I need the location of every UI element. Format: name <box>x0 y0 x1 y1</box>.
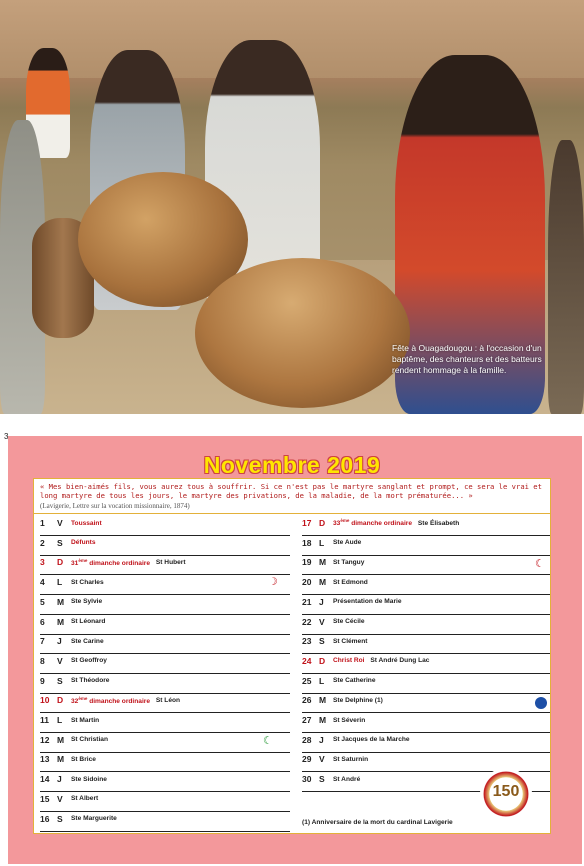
calendar-day-row <box>302 694 383 706</box>
calendar-sheet <box>33 478 551 834</box>
day-letter: L <box>319 537 325 548</box>
day-number: 16 <box>40 813 50 824</box>
day-letter: D <box>57 557 64 568</box>
day-letter: M <box>57 616 65 627</box>
day-letter: S <box>57 813 63 824</box>
photo-caption: Fête à Ouagadougou : à l'occasion d'un baptême, des chanteurs et des batteurs rendent hommage à la famille. <box>392 343 542 375</box>
day-letter: J <box>57 636 62 647</box>
day-letter: V <box>57 518 63 528</box>
day-letter: D <box>319 518 326 528</box>
day-saint: St Hubert <box>155 558 186 566</box>
calendar-day-row <box>40 537 96 549</box>
day-feast: St Martin <box>71 716 100 724</box>
calendar-day-row <box>40 734 108 746</box>
day-number: 2 <box>40 537 45 548</box>
day-letter: S <box>57 537 63 548</box>
day-feast: St Jacques de la Marche <box>333 736 410 744</box>
calendar-day-row <box>40 517 102 529</box>
day-number: 3 <box>40 557 45 568</box>
moon-full-icon <box>535 697 547 709</box>
calendar-day-row <box>302 714 365 726</box>
day-letter: J <box>319 596 324 607</box>
day-feast: Ste Aude <box>333 539 362 547</box>
calendar-quote: « Mes bien-aimés fils, vous aurez tous à souffrir. Si ce n'est pas le martyre sanglant et prompt, ce sera le vrai et long martyre de tous les jours, le martyre des privations, de la maladie, de la mort prématurée... » <box>40 482 542 501</box>
day-letter: S <box>319 774 325 785</box>
calendar-day-row <box>40 655 107 667</box>
day-letter: M <box>319 557 327 568</box>
day-number: 26 <box>302 695 312 706</box>
day-letter: J <box>57 774 62 785</box>
day-feast: St Christian <box>71 736 109 744</box>
day-number: 9 <box>40 675 45 686</box>
day-letter: S <box>57 675 63 686</box>
day-feast: Ste Sidoine <box>71 775 107 783</box>
day-number: 12 <box>40 734 50 745</box>
day-rule <box>40 831 290 832</box>
day-letter: V <box>57 655 63 666</box>
calendar-day-row <box>302 734 410 746</box>
day-feast: St Léonard <box>71 618 106 625</box>
calendar-day-row <box>40 793 98 805</box>
day-feast: Ste Catherine <box>333 677 376 685</box>
calendar-day-row <box>40 616 105 628</box>
day-number: 19 <box>302 557 312 568</box>
day-letter: M <box>319 715 327 725</box>
day-feast: St Charles <box>71 578 104 586</box>
day-feast: St Albert <box>71 795 99 803</box>
day-number: 20 <box>302 577 312 588</box>
day-feast: 32ème dimanche ordinaire <box>71 695 151 705</box>
day-feast: St Saturnin <box>333 755 369 763</box>
day-letter: M <box>319 577 327 588</box>
day-number: 13 <box>40 754 50 765</box>
anniversary-logo: 150 <box>480 768 532 820</box>
calendar-day-row <box>302 675 376 687</box>
day-feast: Toussaint <box>71 519 102 527</box>
day-feast: Présentation de Marie <box>333 598 402 606</box>
quote-divider <box>34 513 550 514</box>
moon-new-moon-icon: ☾ <box>535 558 545 570</box>
calendar-day-row <box>40 675 109 687</box>
day-number: 6 <box>40 616 45 627</box>
page-number: 3 <box>4 432 9 441</box>
day-number: 5 <box>40 596 45 607</box>
photo-person <box>548 140 584 414</box>
day-letter: V <box>319 616 325 627</box>
day-letter: M <box>319 695 327 706</box>
calendar-day-row <box>40 576 104 588</box>
day-letter: M <box>57 734 65 745</box>
day-feast: St Brice <box>71 755 96 763</box>
day-letter: D <box>57 695 64 706</box>
day-feast: 31ème dimanche ordinaire <box>71 557 151 567</box>
day-number: 11 <box>40 715 49 725</box>
day-feast: St Clément <box>333 637 368 645</box>
footnote: (1) Anniversaire de la mort du cardinal Lavigerie <box>302 818 453 826</box>
day-number: 22 <box>302 616 312 627</box>
calendar-day-row <box>40 596 102 608</box>
day-number: 15 <box>40 793 50 804</box>
day-feast: St Geoffroy <box>71 657 107 665</box>
calendar-day-row <box>40 773 107 785</box>
day-feast: Ste Marguerite <box>71 815 117 822</box>
calendar-day-row <box>40 694 180 706</box>
moon-first-quarter-icon: ☽ <box>268 576 278 588</box>
day-number: 1 <box>40 518 45 528</box>
quote-source: (Lavigerie, Lettre sur la vocation missionnaire, 1874) <box>40 502 190 510</box>
day-feast: Ste Cécile <box>333 618 365 625</box>
day-letter: L <box>57 715 63 725</box>
moon-last-quarter-icon: ☾ <box>263 735 273 747</box>
day-feast: Ste Sylvie <box>71 598 103 606</box>
day-feast: Ste Delphine (1) <box>333 696 383 704</box>
day-letter: V <box>319 754 325 765</box>
page-gutter <box>0 414 584 434</box>
calendar-day-row <box>40 753 96 765</box>
calendar-day-row <box>302 655 429 667</box>
day-saint: Ste Élisabeth <box>417 519 460 527</box>
calendar-day-row <box>302 537 361 549</box>
day-number: 7 <box>40 636 45 647</box>
photo-drum <box>195 258 410 408</box>
calendar-day-row <box>40 714 99 726</box>
day-number: 27 <box>302 715 312 725</box>
day-number: 29 <box>302 754 312 765</box>
calendar-day-row <box>302 753 368 765</box>
calendar-day-row <box>302 635 367 647</box>
day-number: 21 <box>302 596 312 607</box>
day-number: 25 <box>302 675 312 686</box>
day-number: 18 <box>302 537 312 548</box>
day-feast: Défunts <box>71 539 96 547</box>
day-letter: L <box>319 675 325 686</box>
photo-drummers <box>0 0 584 414</box>
day-number: 8 <box>40 655 45 666</box>
day-feast: St Théodore <box>71 677 110 685</box>
day-feast: St Séverin <box>333 716 366 724</box>
calendar-title: Novembre 2019 <box>203 452 381 478</box>
calendar-day-row <box>40 635 104 647</box>
calendar-day-row <box>302 773 360 785</box>
day-feast: St André <box>333 775 361 783</box>
day-feast: St Edmond <box>333 578 368 586</box>
day-letter: M <box>57 596 65 607</box>
calendar-day-row <box>40 813 117 825</box>
calendar-day-row <box>302 616 365 628</box>
day-saint: St Léon <box>155 696 181 704</box>
day-letter: S <box>319 636 325 647</box>
calendar-day-row <box>302 517 459 529</box>
day-number: 10 <box>40 695 50 706</box>
day-number: 23 <box>302 636 312 647</box>
calendar-day-row <box>302 556 364 568</box>
day-feast: St Tanguy <box>333 558 365 566</box>
day-saint: St André Dung Lac <box>370 657 430 665</box>
day-letter: V <box>57 793 63 804</box>
day-letter: J <box>319 734 324 745</box>
day-letter: D <box>319 655 326 666</box>
day-feast: Ste Carine <box>71 637 104 645</box>
day-number: 14 <box>40 774 50 785</box>
day-number: 17 <box>302 518 312 528</box>
calendar-day-row <box>302 576 368 588</box>
day-number: 30 <box>302 774 312 785</box>
calendar-day-row <box>40 556 186 568</box>
calendar-day-row <box>302 596 402 608</box>
day-number: 4 <box>40 577 45 588</box>
day-feast: Christ Roi <box>333 657 365 665</box>
day-feast: 33ème dimanche ordinaire <box>333 518 413 528</box>
day-number: 28 <box>302 734 312 745</box>
day-letter: M <box>57 754 65 765</box>
day-number: 24 <box>302 655 312 666</box>
day-letter: L <box>57 577 63 588</box>
